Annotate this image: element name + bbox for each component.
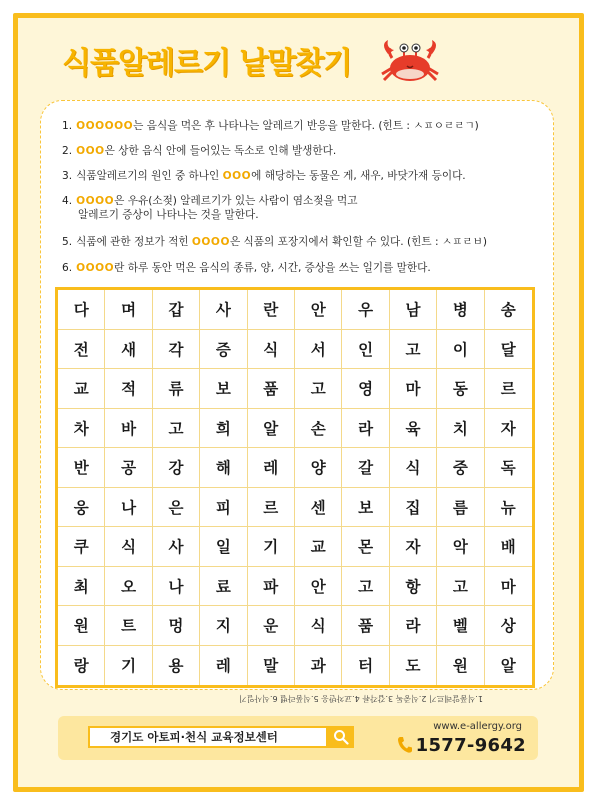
grid-cell[interactable]: 지 bbox=[200, 606, 247, 646]
grid-cell[interactable]: 류 bbox=[153, 369, 200, 409]
question-number: 1. bbox=[62, 120, 73, 132]
grid-cell[interactable]: 기 bbox=[248, 527, 295, 567]
grid-cell[interactable]: 달 bbox=[485, 330, 532, 370]
grid-cell[interactable]: 르 bbox=[248, 488, 295, 528]
grid-cell[interactable]: 말 bbox=[248, 646, 295, 686]
answer-key: 1.식품알레르기 2.식중독 3.갑각류 4.교차반응 5.식품라벨 6.식사일기 bbox=[239, 694, 483, 703]
grid-cell[interactable]: 바 bbox=[105, 409, 152, 449]
grid-cell[interactable]: 전 bbox=[58, 330, 105, 370]
question-text: 은 상한 음식 안에 들어있는 독소로 인해 발생한다. bbox=[104, 145, 337, 157]
grid-cell[interactable]: 웅 bbox=[58, 488, 105, 528]
crab-icon bbox=[378, 36, 442, 86]
grid-cell[interactable]: 식 bbox=[295, 606, 342, 646]
phone-number[interactable]: 1577-9642 bbox=[415, 734, 526, 756]
grid-cell[interactable]: 몬 bbox=[342, 527, 389, 567]
grid-cell[interactable]: 중 bbox=[437, 448, 484, 488]
grid-cell[interactable]: 름 bbox=[437, 488, 484, 528]
grid-cell[interactable]: 과 bbox=[295, 646, 342, 686]
grid-cell[interactable]: 알 bbox=[248, 409, 295, 449]
grid-cell[interactable]: 르 bbox=[485, 369, 532, 409]
grid-cell[interactable]: 최 bbox=[58, 567, 105, 607]
question-6 bbox=[62, 261, 542, 275]
grid-cell[interactable]: 적 bbox=[105, 369, 152, 409]
grid-cell[interactable]: 보 bbox=[200, 369, 247, 409]
grid-cell[interactable]: 용 bbox=[153, 646, 200, 686]
grid-cell[interactable]: 동 bbox=[437, 369, 484, 409]
grid-cell[interactable]: 공 bbox=[105, 448, 152, 488]
grid-cell[interactable]: 항 bbox=[390, 567, 437, 607]
grid-cell[interactable]: 송 bbox=[485, 290, 532, 330]
grid-cell[interactable]: 증 bbox=[200, 330, 247, 370]
grid-cell[interactable]: 식 bbox=[248, 330, 295, 370]
grid-cell[interactable]: 센 bbox=[295, 488, 342, 528]
grid-cell[interactable]: 운 bbox=[248, 606, 295, 646]
grid-cell[interactable]: 품 bbox=[248, 369, 295, 409]
grid-cell[interactable]: 병 bbox=[437, 290, 484, 330]
answer-blank: OOOOOO bbox=[76, 120, 134, 132]
grid-cell[interactable]: 손 bbox=[295, 409, 342, 449]
grid-cell[interactable]: 갑 bbox=[153, 290, 200, 330]
grid-cell[interactable]: 영 bbox=[342, 369, 389, 409]
grid-cell[interactable]: 레 bbox=[248, 448, 295, 488]
grid-cell[interactable]: 료 bbox=[200, 567, 247, 607]
grid-cell[interactable]: 자 bbox=[485, 409, 532, 449]
grid-cell[interactable]: 뉴 bbox=[485, 488, 532, 528]
grid-cell[interactable]: 파 bbox=[248, 567, 295, 607]
question-text: 는 음식을 먹은 후 나타나는 알레르기 반응을 말한다. (힌트 : ㅅㅍㅇㄹㄹㄱ) bbox=[133, 120, 479, 132]
grid-cell[interactable]: 기 bbox=[105, 646, 152, 686]
grid-cell[interactable]: 강 bbox=[153, 448, 200, 488]
grid-cell[interactable]: 쿠 bbox=[58, 527, 105, 567]
grid-cell[interactable]: 집 bbox=[390, 488, 437, 528]
grid-cell[interactable]: 서 bbox=[295, 330, 342, 370]
grid-cell[interactable]: 반 bbox=[58, 448, 105, 488]
question-number: 3. bbox=[62, 170, 73, 182]
phone-row bbox=[396, 733, 526, 757]
grid-cell[interactable]: 인 bbox=[342, 330, 389, 370]
grid-cell[interactable]: 상 bbox=[485, 606, 532, 646]
grid-cell[interactable]: 희 bbox=[200, 409, 247, 449]
search-button[interactable] bbox=[328, 726, 354, 748]
grid-cell[interactable]: 레 bbox=[200, 646, 247, 686]
grid-cell[interactable]: 각 bbox=[153, 330, 200, 370]
answer-blank: OOOO bbox=[191, 236, 230, 248]
question-2 bbox=[62, 144, 542, 158]
question-text: 란 하루 동안 먹은 음식의 종류, 양, 시간, 증상을 쓰는 일기를 말한다. bbox=[114, 262, 431, 274]
grid-cell[interactable]: 치 bbox=[437, 409, 484, 449]
question-text: 에 해당하는 동물은 게, 새우, 바닷가재 등이다. bbox=[251, 170, 466, 182]
grid-cell[interactable]: 알 bbox=[500, 657, 516, 676]
footer-banner bbox=[58, 716, 538, 760]
grid-cell[interactable]: 마 bbox=[485, 567, 532, 607]
grid-cell[interactable]: 갈 bbox=[342, 448, 389, 488]
question-text-continued: 알레르기 증상이 나타나는 것을 말한다. bbox=[78, 209, 259, 221]
grid-cell[interactable]: 양 bbox=[295, 448, 342, 488]
grid-cell[interactable]: 고 bbox=[390, 330, 437, 370]
grid-cell[interactable]: 안 bbox=[295, 567, 342, 607]
grid-cell[interactable]: 식 bbox=[390, 448, 437, 488]
grid-cell[interactable]: 교 bbox=[295, 527, 342, 567]
search-icon bbox=[333, 729, 349, 745]
grid-cell[interactable]: 자 bbox=[390, 527, 437, 567]
question-4 bbox=[62, 194, 542, 222]
grid-cell[interactable]: 차 bbox=[58, 409, 105, 449]
question-number: 4. bbox=[62, 195, 73, 207]
answer-blank: OOO bbox=[222, 170, 252, 182]
grid-cell[interactable]: 멍 bbox=[153, 606, 200, 646]
grid-cell[interactable]: 배 bbox=[485, 527, 532, 567]
grid-cell[interactable]: 랑 bbox=[58, 646, 105, 686]
grid-cell[interactable]: 고 bbox=[295, 369, 342, 409]
question-number: 6. bbox=[62, 262, 73, 274]
grid-cell[interactable]: 식 bbox=[105, 527, 152, 567]
question-text: 식품알레르기의 원인 중 하나인 bbox=[76, 170, 223, 182]
grid-cell[interactable]: 육 bbox=[390, 409, 437, 449]
grid-cell[interactable]: 다 bbox=[58, 290, 105, 330]
answer-blank: OOOO bbox=[76, 262, 115, 274]
grid-cell[interactable]: 고 bbox=[153, 409, 200, 449]
grid-cell[interactable]: 새 bbox=[105, 330, 152, 370]
grid-cell[interactable]: 사 bbox=[153, 527, 200, 567]
grid-cell[interactable]: 나 bbox=[153, 567, 200, 607]
question-number: 5. bbox=[62, 236, 73, 248]
grid-cell[interactable]: 독 bbox=[485, 448, 532, 488]
grid-cell[interactable]: 악 bbox=[437, 527, 484, 567]
question-1 bbox=[62, 119, 542, 133]
center-name-box: 경기도 아토피·천식 교육정보센터 bbox=[88, 726, 328, 748]
grid-cell[interactable]: 이 bbox=[437, 330, 484, 370]
grid-cell[interactable]: 일 bbox=[200, 527, 247, 567]
grid-cell[interactable]: 나 bbox=[105, 488, 152, 528]
question-text: 은 우유(소젖) 알레르기가 있는 사람이 염소젖을 먹고 bbox=[114, 195, 358, 207]
grid-cell[interactable]: 안 bbox=[295, 290, 342, 330]
answer-blank: OOO bbox=[76, 145, 105, 157]
grid-cell[interactable]: 벨 bbox=[437, 606, 484, 646]
grid-cell[interactable]: 터 bbox=[342, 646, 389, 686]
grid-cell[interactable]: 고 bbox=[342, 567, 389, 607]
question-3 bbox=[62, 169, 542, 183]
grid-cell[interactable]: 교 bbox=[58, 369, 105, 409]
grid-cell[interactable]: 사 bbox=[200, 290, 247, 330]
grid-cell[interactable]: 원 bbox=[58, 606, 105, 646]
grid-cell[interactable]: 은 bbox=[153, 488, 200, 528]
question-5 bbox=[62, 235, 542, 249]
grid-cell[interactable]: 고 bbox=[437, 567, 484, 607]
grid-cell[interactable]: 남 bbox=[390, 290, 437, 330]
grid-cell[interactable]: 트 bbox=[105, 606, 152, 646]
grid-cell[interactable]: 마 bbox=[390, 369, 437, 409]
grid-cell[interactable]: 우 bbox=[342, 290, 389, 330]
word-search-grid bbox=[55, 287, 535, 688]
grid-cell[interactable]: 며 bbox=[105, 290, 152, 330]
grid-cell[interactable]: 라 bbox=[390, 606, 437, 646]
question-text: 식품에 관한 정보가 적힌 bbox=[76, 236, 192, 248]
grid-cell[interactable]: 보 bbox=[342, 488, 389, 528]
grid-cell[interactable]: 원 bbox=[437, 646, 484, 686]
question-number: 2. bbox=[62, 145, 73, 157]
grid-cell[interactable]: 란 bbox=[248, 290, 295, 330]
phone-icon bbox=[397, 736, 413, 754]
grid-cell[interactable]: 오 bbox=[105, 567, 152, 607]
grid-cell[interactable]: 해 bbox=[200, 448, 247, 488]
answer-blank: OOOO bbox=[76, 195, 115, 207]
website-link[interactable]: www.e-allergy.org bbox=[433, 721, 522, 732]
grid-cell[interactable]: 피 bbox=[200, 488, 247, 528]
grid-cell[interactable]: 품 bbox=[342, 606, 389, 646]
grid-cell[interactable]: 라 bbox=[342, 409, 389, 449]
page-title: 식품알레르기 낱말찾기 bbox=[62, 46, 352, 81]
grid-cell[interactable]: 도 bbox=[390, 646, 437, 686]
question-text: 은 식품의 포장지에서 확인할 수 있다. (힌트 : ㅅㅍㄹㅂ) bbox=[229, 236, 487, 248]
